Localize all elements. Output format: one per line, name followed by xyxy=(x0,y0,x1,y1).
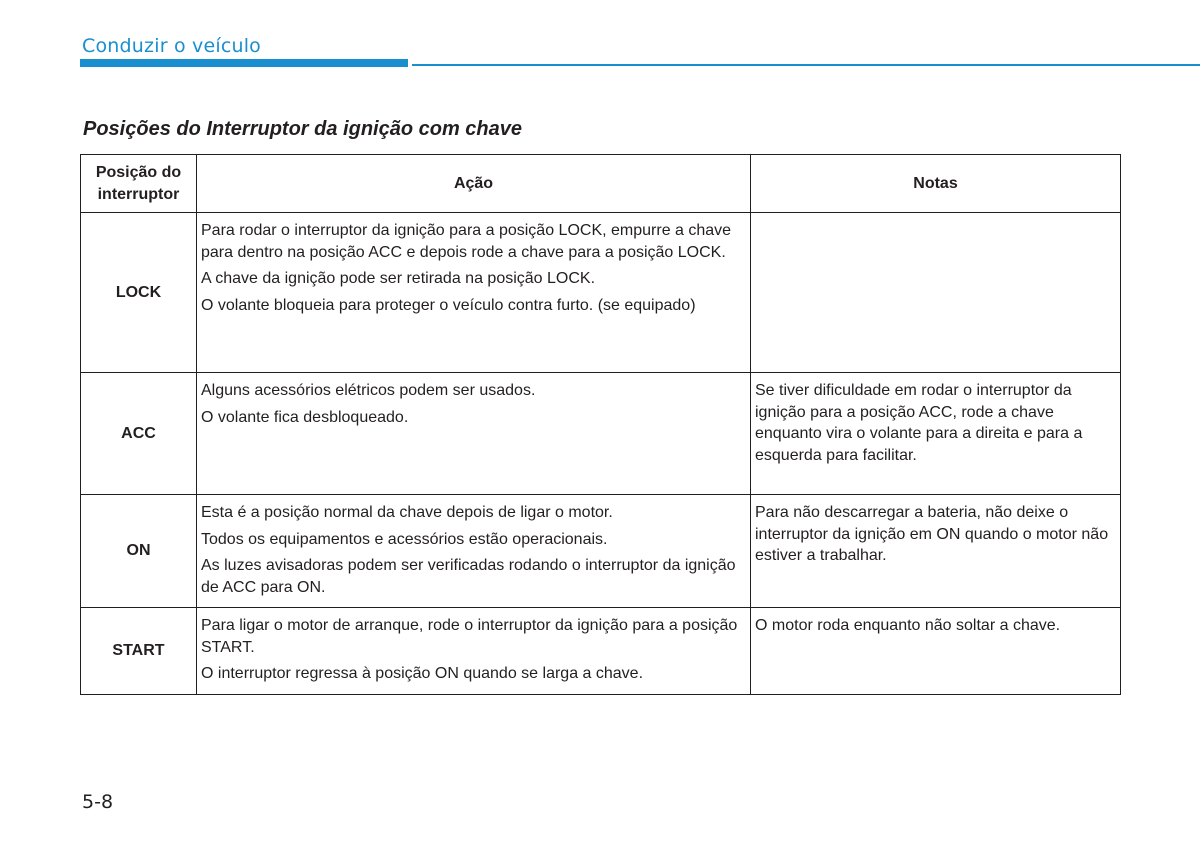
notes-cell xyxy=(751,213,1121,373)
action-text: Alguns acessórios elétricos podem ser usados. xyxy=(201,382,536,399)
notes-cell xyxy=(751,495,1121,608)
notes-text: Se tiver dificuldade em rodar o interruptor da ignição para a posição ACC, rode a chave enquanto vira o volante para a direita e para a esquerda para facilitar. xyxy=(755,382,1083,464)
action-text: A chave da ignição pode ser retirada na posição LOCK. xyxy=(201,270,596,287)
action-text: O volante bloqueia para proteger o veículo contra furto. (se equipado) xyxy=(201,296,696,314)
position-cell: START xyxy=(81,608,197,695)
action-text: As luzes avisadoras podem ser verificadas rodando o interruptor da ignição de ACC para ON. xyxy=(201,557,736,596)
table-row xyxy=(81,608,1121,695)
action-cell xyxy=(197,213,751,373)
table-row xyxy=(81,373,1121,495)
table-row xyxy=(81,495,1121,608)
column-header-action: Ação xyxy=(197,155,751,213)
position-cell: ACC xyxy=(81,373,197,495)
action-text: Esta é a posição normal da chave depois de ligar o motor. xyxy=(201,504,613,521)
action-text: Para rodar o interruptor da ignição para a posição LOCK, empurre a chave para dentro na posição ACC e depois rode a chave para a posição LOCK. xyxy=(201,222,732,261)
header-rule xyxy=(412,64,1200,66)
column-header-notes: Notas xyxy=(751,155,1121,213)
notes-cell xyxy=(751,373,1121,495)
table-row xyxy=(81,213,1121,373)
action-cell xyxy=(197,608,751,695)
header-section-title: Conduzir o veículo xyxy=(82,35,262,57)
action-text: Para ligar o motor de arranque, rode o interruptor da ignição para a posição START. xyxy=(201,617,738,656)
action-cell xyxy=(197,373,751,495)
action-text: O volante fica desbloqueado. xyxy=(201,408,409,426)
action-text: Todos os equipamentos e acessórios estão operacionais. xyxy=(201,530,608,548)
action-text: O interruptor regressa à posição ON quando se larga a chave. xyxy=(201,665,644,682)
column-header-position: Posição do interruptor xyxy=(81,155,197,213)
position-cell: ON xyxy=(81,495,197,608)
section-title: Posições do Interruptor da ignição com chave xyxy=(83,118,522,140)
notes-cell xyxy=(751,608,1121,695)
header-accent-bar xyxy=(80,59,408,67)
page-number: 5-8 xyxy=(82,791,114,813)
notes-text: O motor roda enquanto não soltar a chave. xyxy=(755,617,1061,634)
notes-text: Para não descarregar a bateria, não deixe o interruptor da ignição em ON quando o motor não estiver a trabalhar. xyxy=(755,504,1109,564)
action-cell xyxy=(197,495,751,608)
position-cell: LOCK xyxy=(81,213,197,373)
ignition-positions-table xyxy=(80,154,1121,695)
table-header-row xyxy=(81,155,1121,213)
